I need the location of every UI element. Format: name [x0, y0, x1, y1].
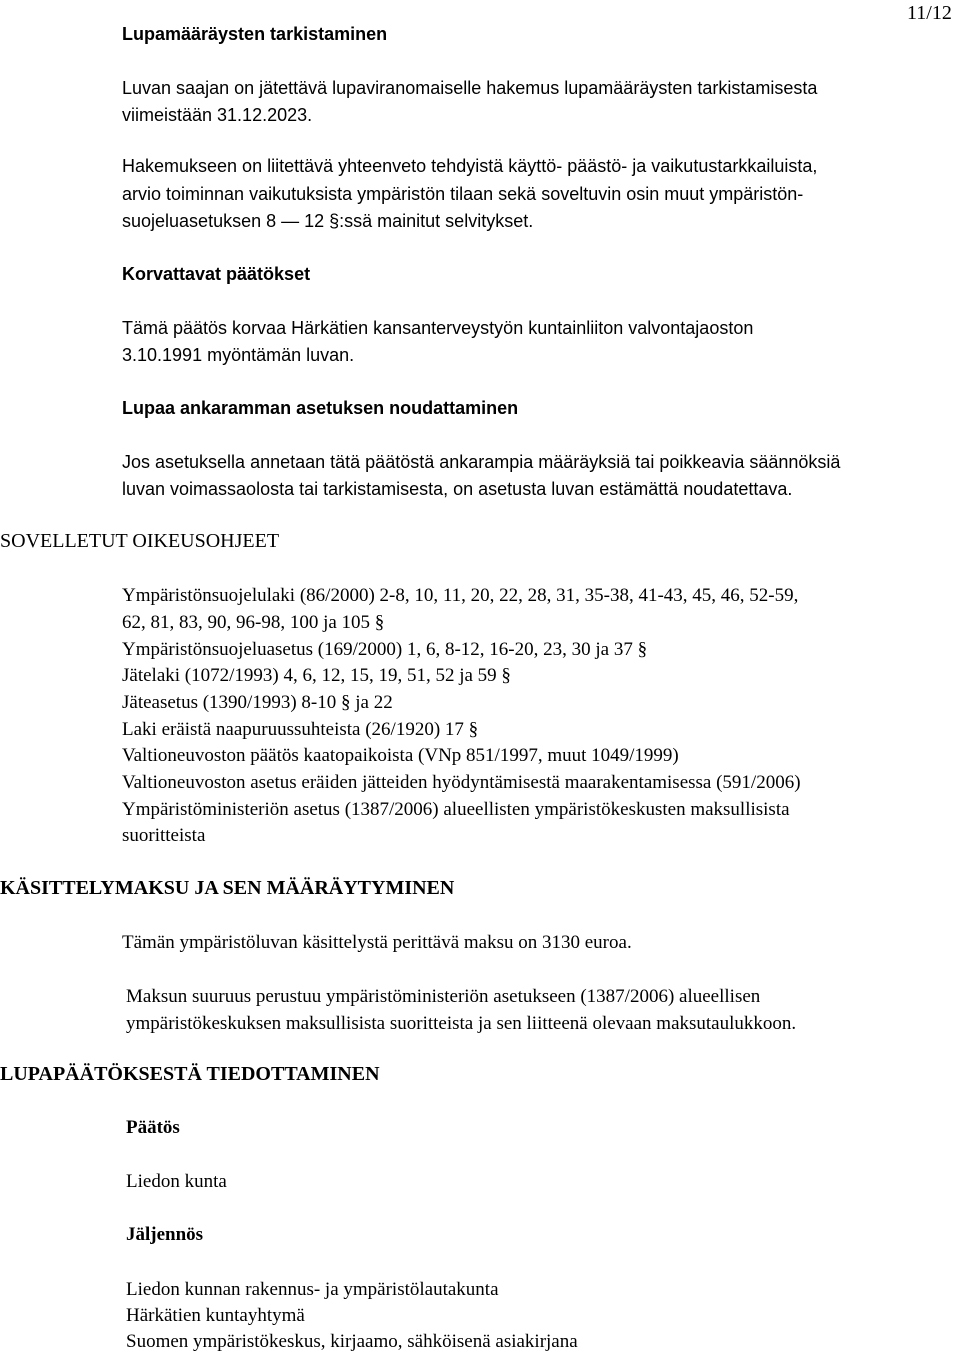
paragraph-line: suojeluasetuksen 8 — 12 §:ssä mainitut selvitykset. [122, 211, 534, 231]
fee-paragraph: Tämän ympäristöluvan käsittelystä perittävä maksu on 3130 euroa. [122, 932, 632, 953]
legal-line: suoritteista [122, 825, 206, 846]
section-heading-fee: KÄSITTELYMAKSU JA SEN MÄÄRÄYTYMINEN [0, 877, 455, 899]
section-heading-stricter: Lupaa ankaramman asetuksen noudattaminen [122, 398, 519, 418]
page-number: 11/12 [907, 2, 952, 24]
paragraph-line: luvan voimassaolosta tai tarkistamisesta, on asetusta luvan estämättä noudatettava. [122, 479, 793, 499]
legal-line: Valtioneuvoston päätös kaatopaikoista (VNp 851/1997, muut 1049/1999) [122, 745, 679, 766]
legal-line: Jäteasetus (1390/1993) 8-10 § ja 22 [122, 692, 393, 713]
paragraph-line: Hakemukseen on liitettävä yhteenveto tehdyistä käyttö- päästö- ja vaikutustarkkailuista, [122, 156, 818, 176]
legal-line: Ympäristöministeriön asetus (1387/2006) alueellisten ympäristökeskusten maksullisista [122, 799, 790, 820]
legal-line: 62, 81, 83, 90, 96-98, 100 ja 105 § [122, 612, 385, 633]
fee-paragraph-line: Maksun suuruus perustuu ympäristöministeriön asetukseen (1387/2006) alueellisen [126, 986, 761, 1007]
legal-line: Ympäristönsuojeluasetus (169/2000) 1, 6, 8-12, 16-20, 23, 30 ja 37 § [122, 639, 648, 660]
legal-line: Valtioneuvoston asetus eräiden jätteiden hyödyntämisestä maarakentamisessa (591/2006) [122, 772, 801, 793]
paragraph-line: Luvan saajan on jätettävä lupaviranomaiselle hakemus lupamääräysten tarkistamisesta [122, 78, 818, 98]
copy-recipient: Härkätien kuntayhtymä [126, 1305, 305, 1326]
section-heading-replaced: Korvattavat päätökset [122, 264, 311, 284]
section-heading-review: Lupamääräysten tarkistaminen [122, 24, 388, 44]
decision-recipient: Liedon kunta [126, 1171, 227, 1192]
legal-line: Ympäristönsuojelulaki (86/2000) 2-8, 10, 11, 20, 22, 28, 31, 35-38, 41-43, 45, 46, 52-59, [122, 585, 799, 606]
paragraph-line: viimeistään 31.12.2023. [122, 105, 313, 125]
paragraph-line: arvio toiminnan vaikutuksista ympäristön tilaan sekä soveltuvin osin muut ympäristön- [122, 184, 804, 204]
copy-recipient: Liedon kunnan rakennus- ja ympäristölautakunta [126, 1279, 499, 1300]
copy-recipient: Suomen ympäristökeskus, kirjaamo, sähköisenä asiakirjana [126, 1331, 578, 1352]
fee-paragraph-line: ympäristökeskuksen maksullisista suoritteista ja sen liitteenä olevaan maksutaulukkoon. [126, 1013, 797, 1034]
copy-label: Jäljennös [126, 1224, 204, 1245]
paragraph-line: Tämä päätös korvaa Härkätien kansanterveystyön kuntainliiton valvontajaoston [122, 318, 754, 338]
paragraph-line: 3.10.1991 myöntämän luvan. [122, 345, 355, 365]
section-heading-notify: LUPAPÄÄTÖKSESTÄ TIEDOTTAMINEN [0, 1063, 380, 1085]
legal-line: Laki eräistä naapuruussuhteista (26/1920) 17 § [122, 719, 479, 740]
paragraph-line: Jos asetuksella annetaan tätä päätöstä ankarampia määräyksiä tai poikkeavia säännöksiä [122, 452, 841, 472]
section-heading-legal: SOVELLETUT OIKEUSOHJEET [0, 530, 280, 552]
legal-line: Jätelaki (1072/1993) 4, 6, 12, 15, 19, 51, 52 ja 59 § [122, 665, 511, 686]
decision-label: Päätös [126, 1117, 180, 1138]
